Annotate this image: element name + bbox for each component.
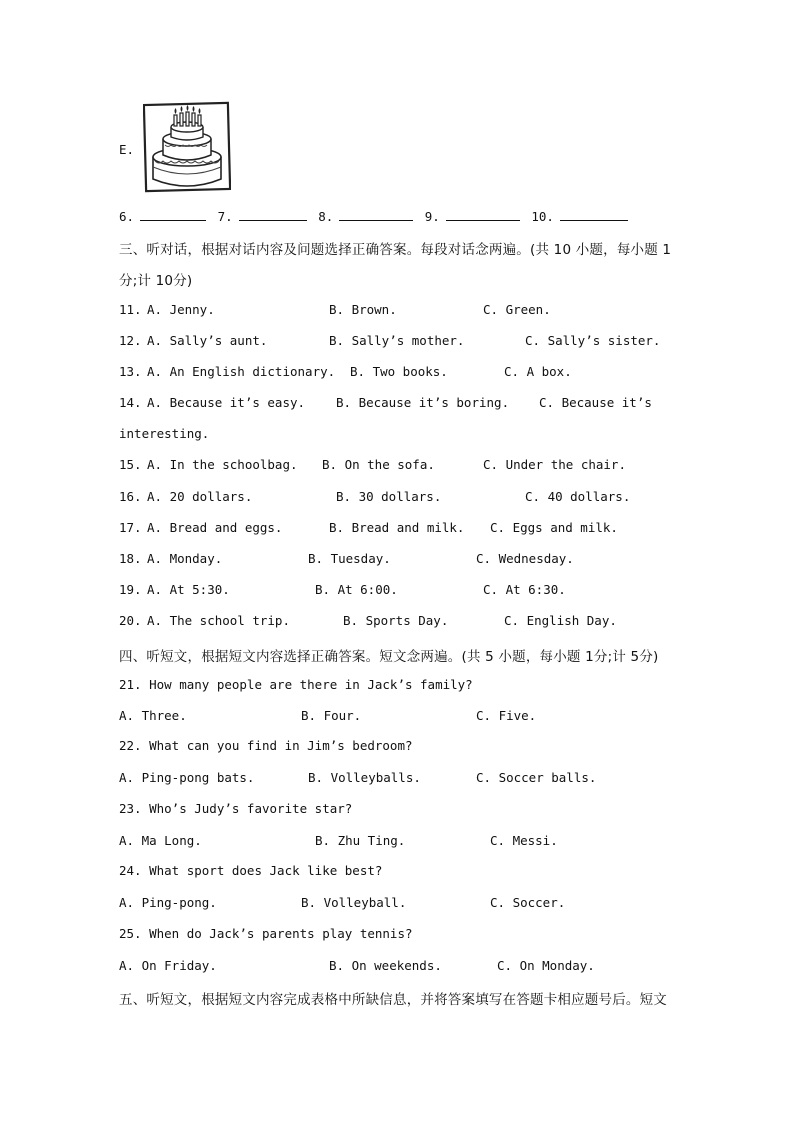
option-a[interactable]: A. On Friday. — [119, 958, 217, 973]
option-b[interactable]: B. Because it’s boring. — [336, 395, 510, 410]
question-number: 11. — [119, 302, 142, 317]
question-number: 19. — [119, 582, 142, 597]
question-text: 22. What can you find in Jim’s bedroom? — [119, 738, 413, 753]
option-c[interactable]: C. At 6:30. — [483, 582, 566, 597]
blank-label: 9. — [424, 209, 440, 224]
option-c[interactable]: C. Wednesday. — [476, 551, 574, 566]
answer-blank[interactable] — [560, 208, 628, 221]
option-c[interactable]: C. Eggs and milk. — [490, 520, 618, 535]
option-b[interactable]: B. Bread and milk. — [329, 520, 465, 535]
answer-blank[interactable] — [239, 208, 307, 221]
option-a[interactable]: A. At 5:30. — [147, 582, 230, 597]
option-c[interactable]: C. Green. — [483, 302, 551, 317]
item-label-e: E. — [119, 142, 135, 157]
question-number: 16. — [119, 489, 142, 504]
blank-label: 7. — [217, 209, 233, 224]
option-c[interactable]: C. Under the chair. — [483, 457, 626, 472]
option-a[interactable]: A. In the schoolbag. — [147, 457, 298, 472]
question-number: 15. — [119, 457, 142, 472]
option-a[interactable]: A. Ma Long. — [119, 833, 202, 848]
blank-label: 6. — [119, 209, 135, 224]
option-b[interactable]: B. Four. — [301, 708, 362, 723]
option-c[interactable]: C. Messi. — [490, 833, 558, 848]
option-c-continued: interesting. — [119, 426, 210, 441]
answer-blank[interactable] — [339, 208, 413, 221]
question-text: 23. Who’s Judy’s favorite star? — [119, 801, 353, 816]
option-a[interactable]: A. Bread and eggs. — [147, 520, 283, 535]
option-a[interactable]: A. The school trip. — [147, 613, 290, 628]
option-a[interactable]: A. Three. — [119, 708, 187, 723]
section3-title-line2: 分;计 10分) — [119, 273, 193, 289]
option-b[interactable]: B. On weekends. — [329, 958, 442, 973]
option-a[interactable]: A. Jenny. — [147, 302, 215, 317]
option-b[interactable]: B. 30 dollars. — [336, 489, 442, 504]
option-a[interactable]: A. Ping-pong bats. — [119, 770, 255, 785]
question-text: 24. What sport does Jack like best? — [119, 863, 383, 878]
section4-title: 四、听短文，根据短文内容选择正确答案。短文念两遍。(共 5 小题，每小题 1分;计 5分) — [119, 649, 659, 665]
question-number: 20. — [119, 613, 142, 628]
option-b[interactable]: B. Sports Day. — [343, 613, 449, 628]
option-c[interactable]: C. English Day. — [504, 613, 617, 628]
question-number: 18. — [119, 551, 142, 566]
question-number: 13. — [119, 364, 142, 379]
option-b[interactable]: B. Brown. — [329, 302, 397, 317]
option-b[interactable]: B. Volleyballs. — [308, 770, 421, 785]
option-b[interactable]: B. Volleyball. — [301, 895, 407, 910]
option-a[interactable]: A. Monday. — [147, 551, 223, 566]
option-c[interactable]: C. Soccer. — [490, 895, 566, 910]
question-number: 12. — [119, 333, 142, 348]
option-b[interactable]: B. Tuesday. — [308, 551, 391, 566]
option-c[interactable]: C. On Monday. — [497, 958, 595, 973]
option-a[interactable]: A. Ping-pong. — [119, 895, 217, 910]
option-b[interactable]: B. At 6:00. — [315, 582, 398, 597]
option-b[interactable]: B. Zhu Ting. — [315, 833, 406, 848]
option-b[interactable]: B. On the sofa. — [322, 457, 435, 472]
option-a[interactable]: A. Sally’s aunt. — [147, 333, 268, 348]
birthday-cake-picture — [143, 101, 231, 193]
birthday-cake-icon — [143, 101, 231, 193]
blank-label: 10. — [531, 209, 554, 224]
question-text: 21. How many people are there in Jack’s family? — [119, 677, 473, 692]
option-a[interactable]: A. Because it’s easy. — [147, 395, 306, 410]
question-text: 25. When do Jack’s parents play tennis? — [119, 926, 413, 941]
blank-label: 8. — [318, 209, 334, 224]
option-a[interactable]: A. An English dictionary. — [147, 364, 336, 379]
answer-blank[interactable] — [140, 208, 206, 221]
question-number: 17. — [119, 520, 142, 535]
option-c[interactable]: C. Because it’s — [539, 395, 652, 410]
section5-title: 五、听短文，根据短文内容完成表格中所缺信息，并将答案填写在答题卡相应题号后。短文 — [119, 992, 667, 1008]
option-b[interactable]: B. Sally’s mother. — [329, 333, 465, 348]
option-c[interactable]: C. Sally’s sister. — [525, 333, 661, 348]
answer-blank[interactable] — [446, 208, 520, 221]
question-number: 14. — [119, 395, 142, 410]
option-c[interactable]: C. 40 dollars. — [525, 489, 631, 504]
option-c[interactable]: C. Five. — [476, 708, 537, 723]
section3-title-line1: 三、听对话，根据对话内容及问题选择正确答案。每段对话念两遍。(共 10 小题，每小题 1 — [119, 242, 672, 258]
option-a[interactable]: A. 20 dollars. — [147, 489, 253, 504]
option-c[interactable]: C. A box. — [504, 364, 572, 379]
answer-blanks-row — [119, 208, 632, 224]
option-b[interactable]: B. Two books. — [350, 364, 448, 379]
option-c[interactable]: C. Soccer balls. — [476, 770, 597, 785]
